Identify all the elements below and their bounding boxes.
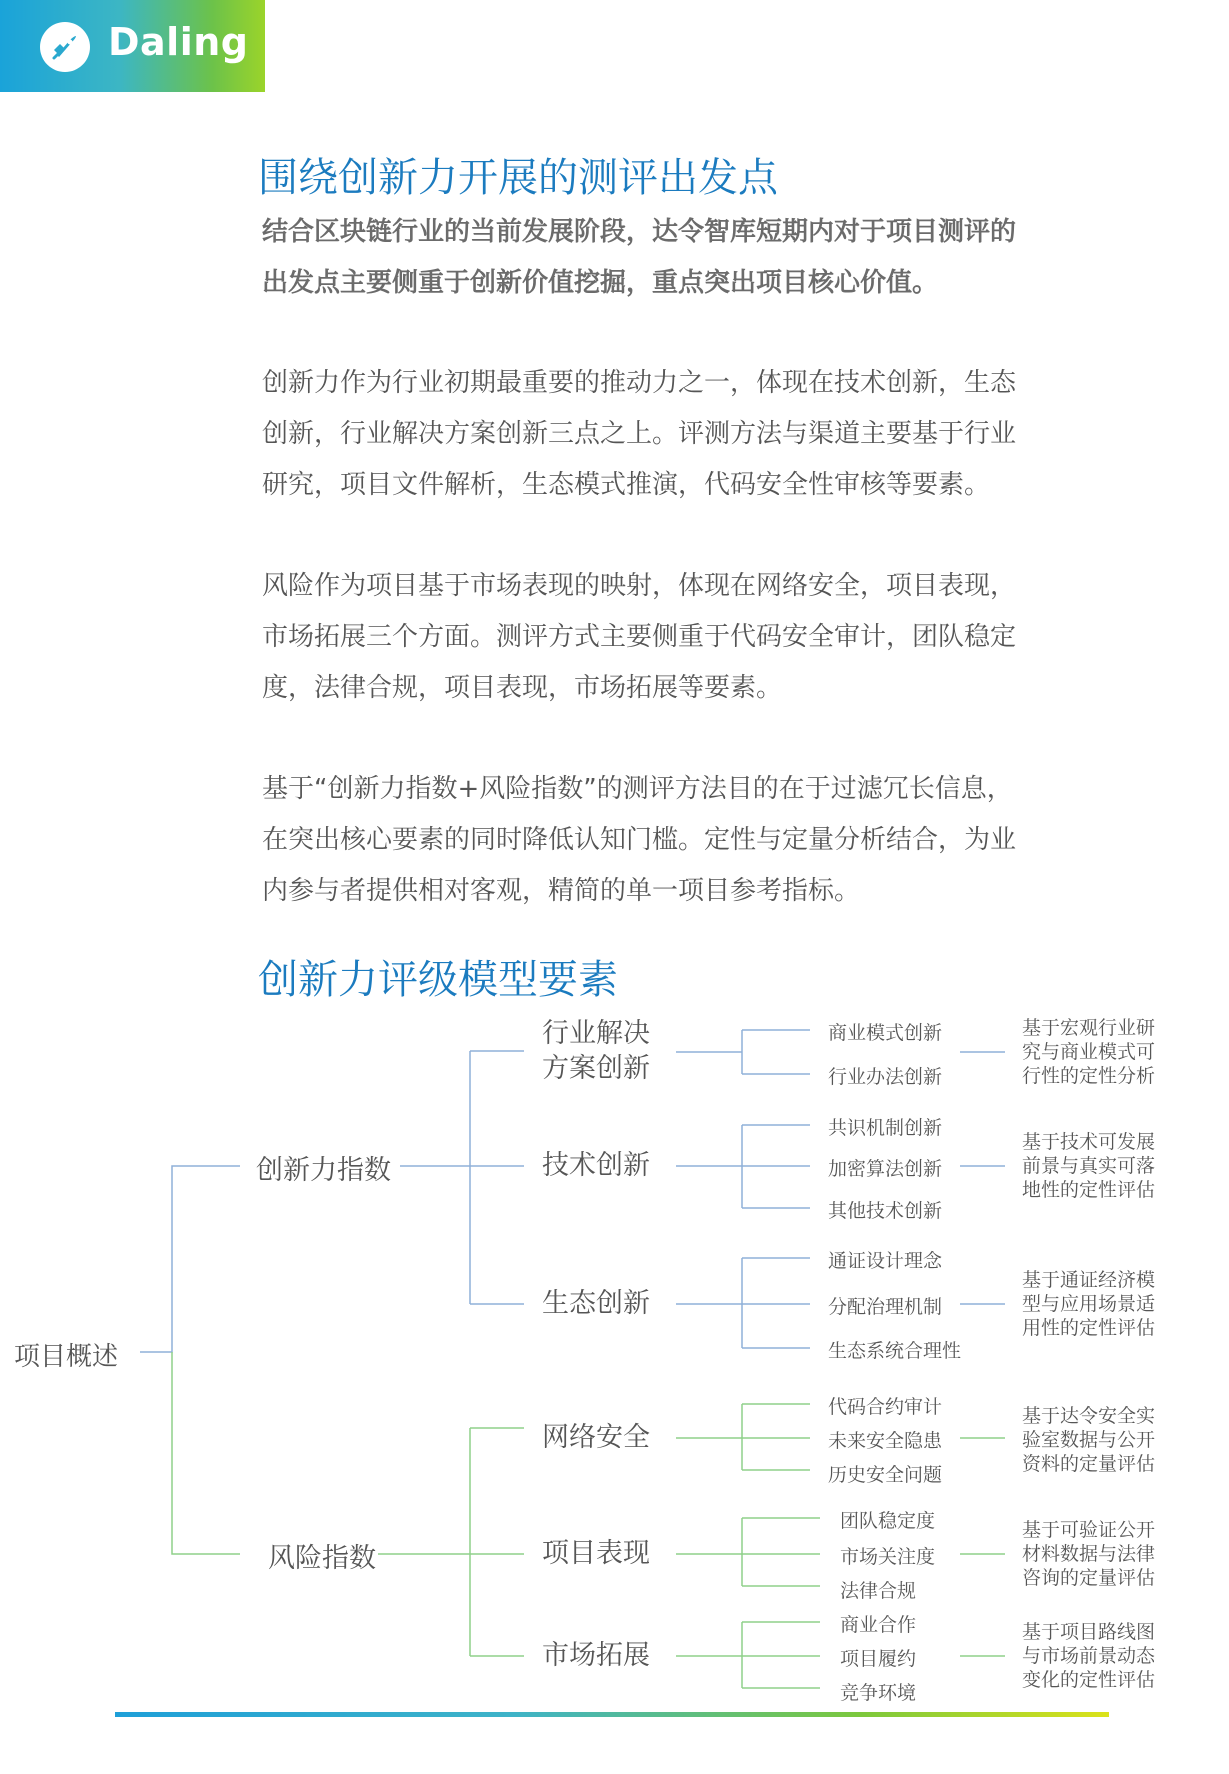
leaf-item: 历史安全问题 bbox=[828, 1464, 943, 1486]
group-description bbox=[1022, 1620, 1155, 1692]
desc-line: 材料数据与法律 bbox=[1022, 1543, 1156, 1565]
text-line: 市场拓展三个方面。测评方式主要侧重于代码安全审计，团队稳定 bbox=[262, 622, 1017, 652]
group-project-performance: 项目表现 bbox=[542, 1538, 650, 1569]
leaf-item: 分配治理机制 bbox=[828, 1296, 943, 1318]
leaf-item: 生态系统合理性 bbox=[828, 1340, 962, 1362]
desc-line: 基于项目路线图 bbox=[1022, 1621, 1156, 1643]
text-line: 风险作为项目基于市场表现的映射，体现在网络安全，项目表现， bbox=[262, 571, 1017, 601]
leaf-item: 竞争环境 bbox=[840, 1682, 917, 1704]
group-description bbox=[1022, 1130, 1155, 1202]
group-industry-solution bbox=[542, 1016, 650, 1086]
text-line: 结合区块链行业的当前发展阶段，达令智库短期内对于项目测评的 bbox=[262, 217, 1017, 247]
leaf-item: 商业合作 bbox=[840, 1614, 917, 1636]
text-line: 出发点主要侧重于创新价值挖掘，重点突出项目核心价值。 bbox=[262, 268, 939, 298]
desc-line: 与市场前景动态 bbox=[1022, 1645, 1156, 1667]
group-tech-innovation: 技术创新 bbox=[542, 1150, 650, 1181]
footer-gradient-bar bbox=[115, 1712, 1109, 1717]
text-line: 度，法律合规，项目表现，市场拓展等要素。 bbox=[262, 673, 783, 703]
leaf-item: 团队稳定度 bbox=[840, 1510, 936, 1532]
section2-title: 创新力评级模型要素 bbox=[258, 957, 618, 1003]
desc-line: 基于宏观行业研 bbox=[1022, 1017, 1156, 1039]
desc-line: 基于通证经济模 bbox=[1022, 1269, 1156, 1291]
desc-line: 型与应用场景适 bbox=[1022, 1293, 1156, 1315]
text-line: 基于“创新力指数+风险指数”的测评方法目的在于过滤冗长信息， bbox=[262, 774, 1013, 804]
desc-line: 咨询的定量评估 bbox=[1022, 1567, 1156, 1589]
group-description bbox=[1022, 1016, 1155, 1088]
desc-line: 变化的定性评估 bbox=[1022, 1669, 1156, 1691]
leaf-item: 市场关注度 bbox=[840, 1546, 936, 1568]
desc-line: 地性的定性评估 bbox=[1022, 1179, 1156, 1201]
group-eco-innovation: 生态创新 bbox=[542, 1288, 650, 1319]
text-line: 内参与者提供相对客观，精简的单一项目参考指标。 bbox=[262, 876, 861, 906]
text-line: 创新，行业解决方案创新三点之上。评测方法与渠道主要基于行业 bbox=[262, 419, 1017, 449]
leaf-item: 共识机制创新 bbox=[828, 1117, 943, 1139]
desc-line: 前景与真实可落 bbox=[1022, 1155, 1156, 1177]
desc-line: 究与商业模式可 bbox=[1022, 1041, 1156, 1063]
leaf-item: 法律合规 bbox=[840, 1580, 917, 1602]
group-network-security: 网络安全 bbox=[542, 1422, 650, 1453]
group-description bbox=[1022, 1518, 1155, 1590]
group-market-expansion: 市场拓展 bbox=[542, 1640, 650, 1671]
leaf-item: 代码合约审计 bbox=[828, 1396, 943, 1418]
text-line: 研究，项目文件解析，生态模式推演，代码安全性审核等要素。 bbox=[262, 470, 991, 500]
desc-line: 用性的定性评估 bbox=[1022, 1317, 1156, 1339]
desc-line: 基于可验证公开 bbox=[1022, 1519, 1156, 1541]
group-label-line: 行业解决 bbox=[542, 1018, 650, 1049]
group-description bbox=[1022, 1404, 1155, 1476]
leaf-item: 行业办法创新 bbox=[828, 1066, 943, 1088]
leaf-item: 其他技术创新 bbox=[828, 1200, 943, 1222]
desc-line: 基于达令安全实 bbox=[1022, 1405, 1156, 1427]
section1-title: 围绕创新力开展的测评出发点 bbox=[258, 155, 778, 201]
desc-line: 行性的定性分析 bbox=[1022, 1065, 1156, 1087]
desc-line: 基于技术可发展 bbox=[1022, 1131, 1156, 1153]
leaf-item: 项目履约 bbox=[840, 1648, 917, 1670]
leaf-item: 未来安全隐患 bbox=[828, 1430, 943, 1452]
tree-root: 项目概述 bbox=[14, 1342, 119, 1372]
risk-index: 风险指数 bbox=[268, 1543, 376, 1574]
leaf-item: 加密算法创新 bbox=[828, 1158, 943, 1180]
text-line: 在突出核心要素的同时降低认知门槛。定性与定量分析结合，为业 bbox=[262, 825, 1017, 855]
group-description bbox=[1022, 1268, 1155, 1340]
desc-line: 验室数据与公开 bbox=[1022, 1429, 1156, 1451]
innovation-index: 创新力指数 bbox=[256, 1155, 391, 1186]
brand-name: Daling bbox=[108, 20, 249, 64]
text-line: 创新力作为行业初期最重要的推动力之一，体现在技术创新，生态 bbox=[262, 368, 1017, 398]
group-label-line: 方案创新 bbox=[542, 1053, 650, 1084]
leaf-item: 通证设计理念 bbox=[828, 1250, 943, 1272]
leaf-item: 商业模式创新 bbox=[828, 1022, 943, 1044]
desc-line: 资料的定量评估 bbox=[1022, 1453, 1156, 1475]
